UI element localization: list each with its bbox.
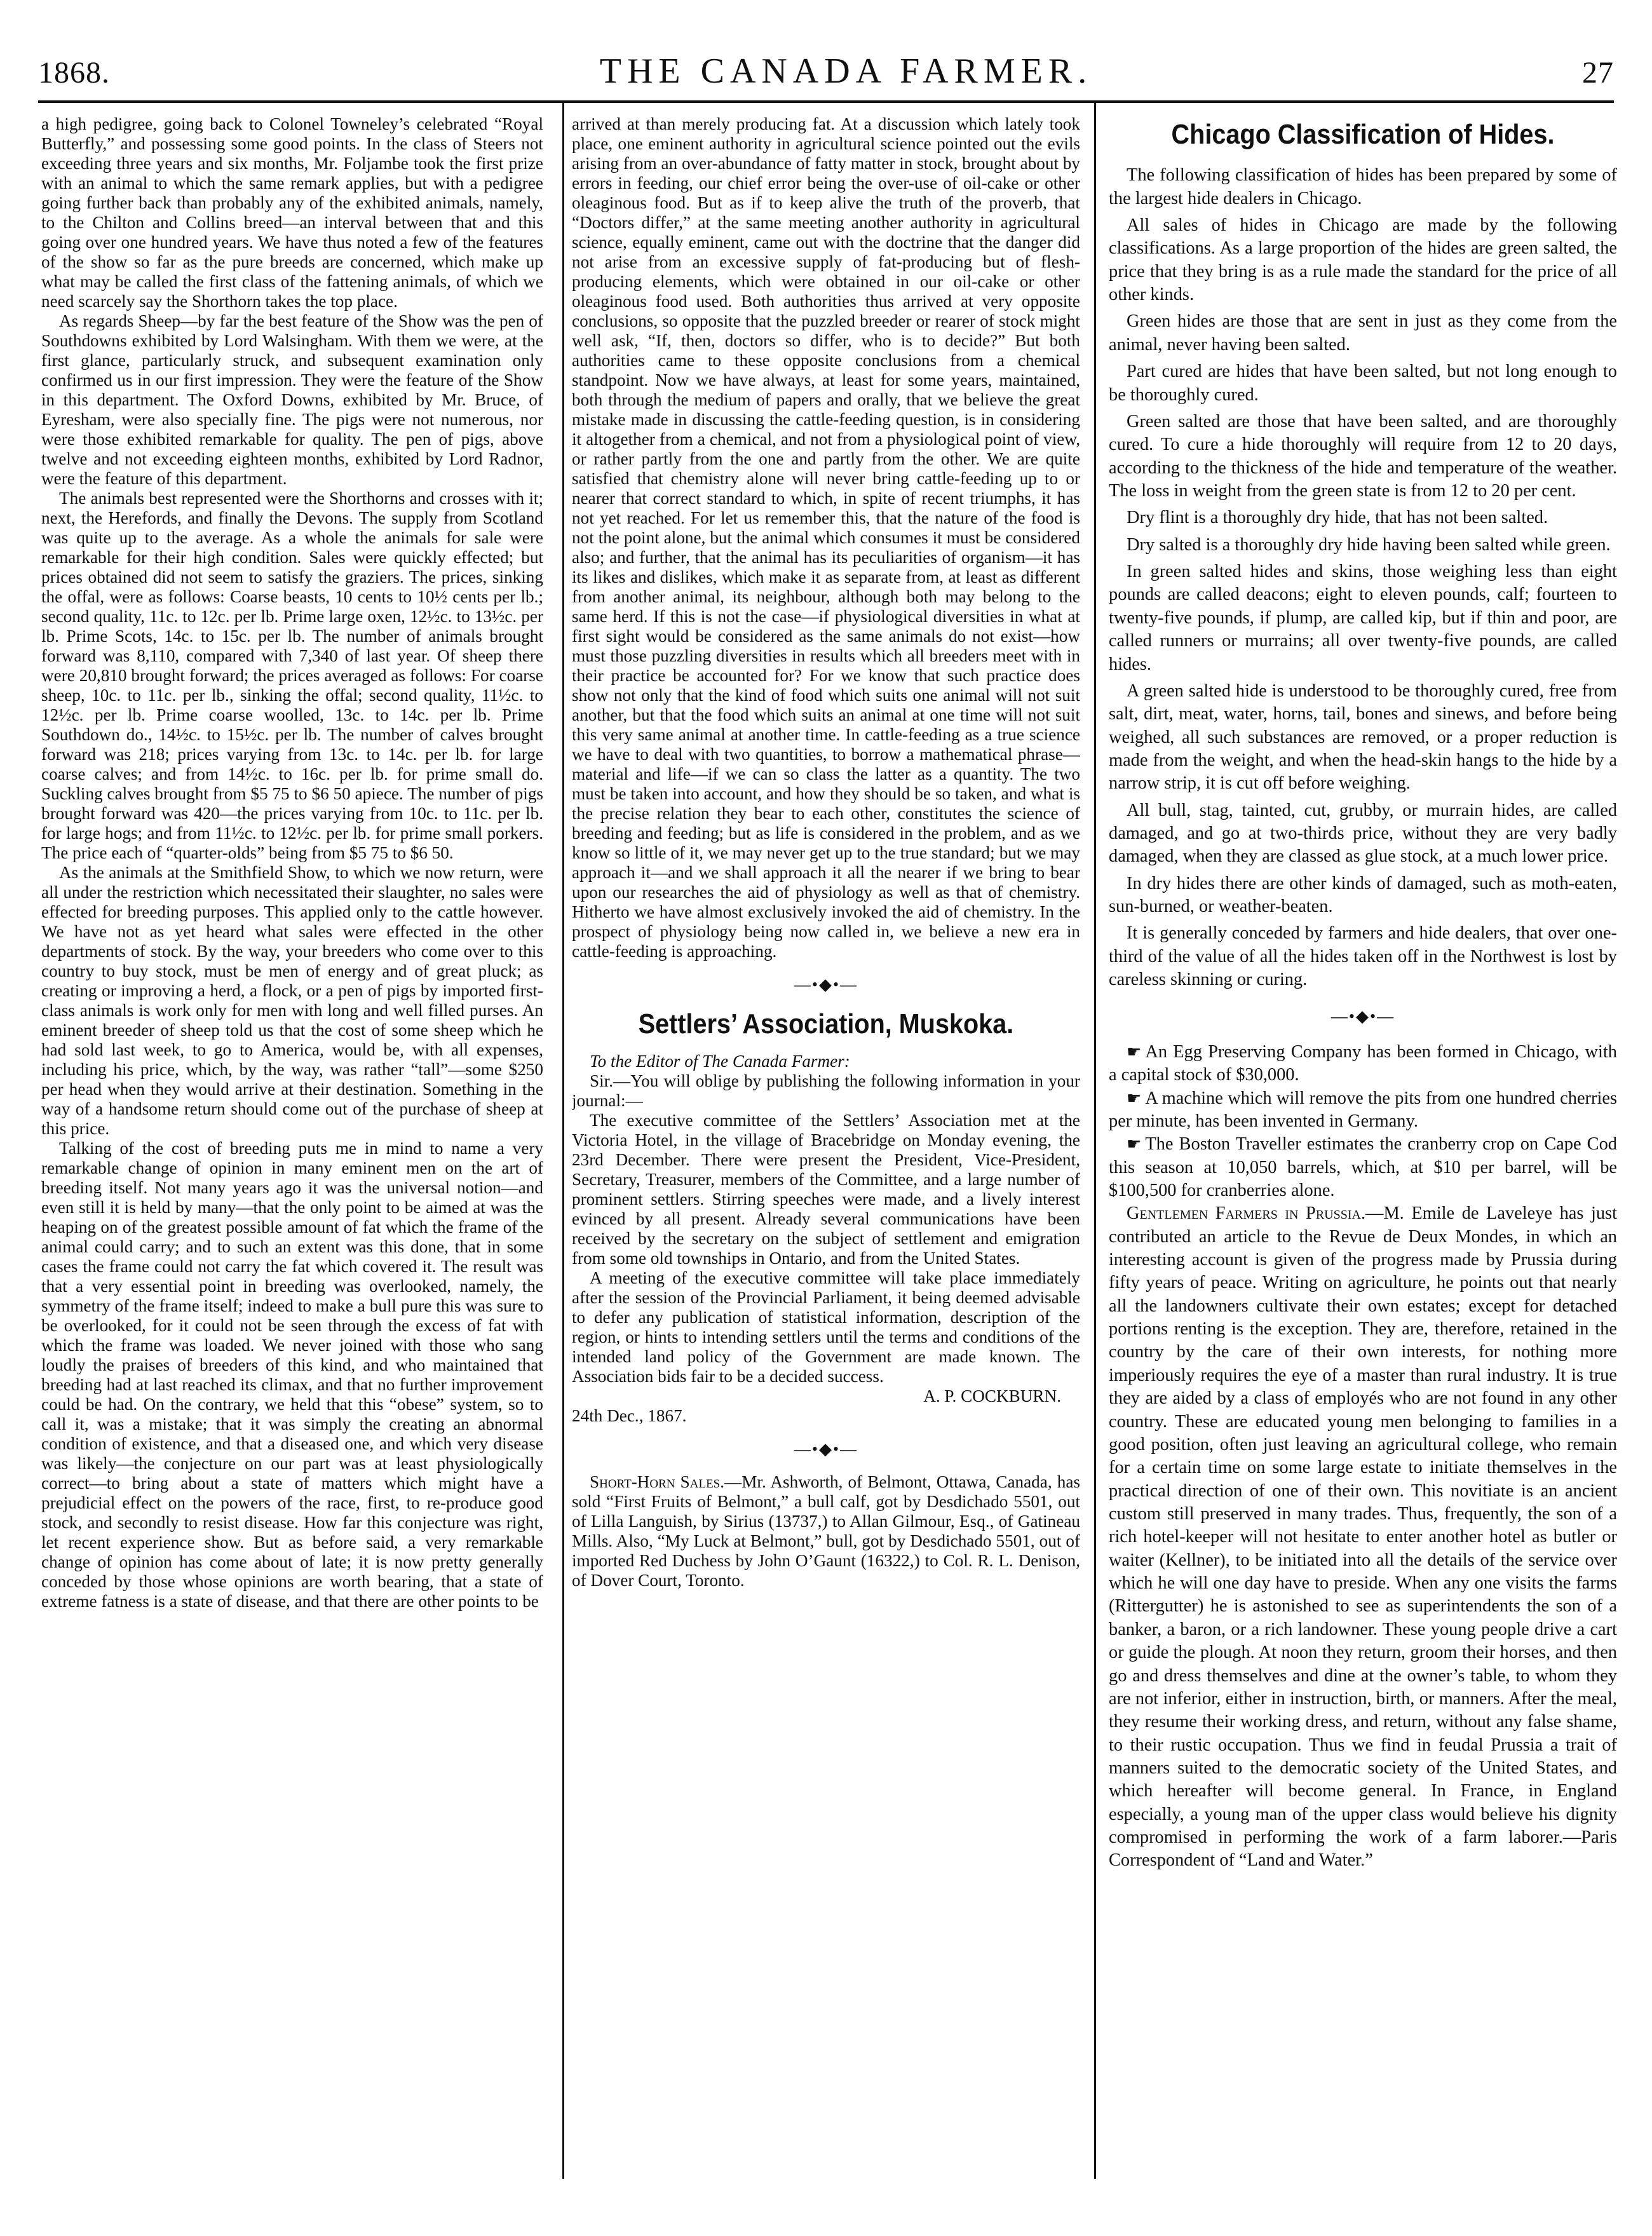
hides-paragraph: It is generally conceded by farmers and hide dealers, that over one-third of the value of all the hides taken off in the Northwest is lost by careless skinning or curing.: [1109, 923, 1617, 990]
masthead-year: 1868.: [38, 56, 110, 90]
masthead: [38, 51, 1614, 102]
hides-paragraph: Green salted are those that have been salted, and are thoroughly cured. To cure a hide thoroughly will require from 12 to 20 days, according to the thickness of the hide and temperature of the weather. The loss in weight from the green state is from 12 to 20 per cent.: [1109, 411, 1617, 501]
news-note: [1109, 1041, 1617, 1087]
hides-paragraph: The following classification of hides has been prepared by some of the largest hide dealers in Chicago.: [1109, 165, 1617, 208]
article-paragraph: Talking of the cost of breeding puts me in mind to name a very remarkable change of opinion in many eminent men on the art of breeding itself. Not many years ago it was the universal notion—and even still it is held by many—that the only point to be aimed at was the heaping on of the greatest possible amount of fat which the frame of the animal could carry; and to such an extent was this done, that in some cases the frame could not carry the fat which covered it. The result was that a very essential point in breeding was overlooked, namely, the symmetry of the frame itself; indeed to make a bull pure this was sure to be overlooked, for it could not be seen through the excess of fat with which the frame was loaded. We never joined with those who sang loudly the praises of breeders of this kind, and who maintained that breeding had at last reached its climax, and that no further improvement could be had. On the contrary, we held that this “obese” system, so to call it, was a mistake; that it was simply the creating an abnormal condition of existence, and that a diseased one, and which very disease was likely—the conjecture on our part was at least physiologically correct—to bring about a state of matters which might have a prejudicial effect on the powers of the race, first, to re-produce good stock, and secondly to resist disease. How far this conjecture was right, let recent experience show. But as before said, a very remarkable change of opinion has come about of late; it is now pretty generally conceded by those whose opinions are worth bearing, that a state of extreme fatness is a state of disease, and that there are other points to be: [41, 1139, 543, 1611]
letter-paragraph: The executive committee of the Settlers’ Association met at the Victoria Hotel, in the village of Bracebridge on Monday evening, the 23rd December. There were present the President, Vice-President, Secretary, Treasurer, members of the Committee, and a large number of prominent settlers. Stirring speeches were made, and a lively interest evinced by all present. Already several communications have been received by the secretary on the subject of settlement and emigration from some old townships in Ontario, and from the United States.: [572, 1110, 1080, 1268]
shorthorn-paragraph: [572, 1472, 1080, 1590]
hides-paragraph: Dry salted is a thoroughly dry hide having been salted while green.: [1127, 534, 1611, 555]
pointing-hand-icon: ☛: [1127, 1088, 1142, 1108]
shorthorn-text: —Mr. Ashworth, of Belmont, Ottawa, Canada, has sold “First Fruits of Belmont,” a bull calf, got by Desdichado 5501, out of Lilla Languish, by Sirius (13737,) to Allan Gilmour, Esq., of Gatineau Mills. Also, “My Luck at Belmont,” bull, got by Desdichado 5501, out of imported Red Duchess by John O’Gaunt (16322,) to Col. R. L. Denison, of Dover Court, Toronto.: [572, 1472, 1080, 1590]
pointing-hand-icon: ☛: [1127, 1135, 1142, 1155]
hides-paragraph: Part cured are hides that have been salted, but not long enough to be thoroughly cured.: [1109, 362, 1617, 405]
letter-paragraph: Sir.—You will oblige by publishing the following information in your journal:—: [572, 1071, 1080, 1110]
column-divider-1: [562, 103, 564, 2179]
section-separator: —•◆•—: [1330, 1006, 1395, 1026]
column-1: [41, 114, 543, 2173]
prussia-paragraph: [1109, 1202, 1617, 1872]
shorthorn-lead: Short-Horn Sales.: [590, 1472, 725, 1492]
article-paragraph: arrived at than merely producing fat. At a discussion which lately took place, one eminent authority in agricultural science pointed out the evils arising from an over-abundance of fatty matter in stock, brought about by errors in feeding, our chief error being the over-use of oil-cake or other oleaginous food. But as if to keep alive the truth of the proverb, that “Doctors differ,” at the same meeting another authority in agricultural science, equally eminent, came out with the doctrine that the danger did not arise from an excessive supply of fat-producing but of flesh-producing elements, which were obtained in our oil-cake or other oleaginous food used. Both authorities thus arrived at very opposite conclusions, so opposite that the puzzled breeder or rearer of stock might well ask, “If, then, doctors so differ, who is to decide?” But both authorities came to these opposite conclusions from a chemical standpoint. Now we have always, at least for some years, maintained, both through the medium of papers and orally, that we believe the great mistake made in discussing the cattle-feeding question, is in considering it altogether from a chemical, and not from a physiological point of view, or rather partly from the one and partly from the other. We are quite satisfied that chemistry alone will never bring cattle-feeding up to or nearer that correct standard to which, in spite of recent triumphs, it has not yet reached. For let us remember this, that the nature of the food is not the point alone, but the animal which consumes it must be considered also; and further, that the animal has its peculiarities of organism—it has its likes and dislikes, which make it as separate from, at least as different from another animal, its neighbour, although both may belong to the same herd. If this is not the case—if physiological diversities in what at first sight would be considered as the same animals do not exist—how must those puzzling diversities in results which all breeders meet with in their practice be accounted for? For we know that such practice does show not only that the kind of food which suits one animal will not suit another, but that the food which suits an animal at one time will not suit this very same animal at another time. In cattle-feeding as a true science we have to deal with two quantities, to borrow a mathematical phrase—material and life—if we can so class the latter as a quantity. The two must be taken into account, and how they should be so taken, and what is the precise relation they bear to each other, constitutes the science of breeding and feeding; but as life is considered in the problem, and as we know so little of it, we may never get up to the true standard; but we may approach it—and we shall approach it all the nearer if we bring to bear upon our researches the aid of physiology as well as that of chemistry. Hitherto we have almost exclusively invoked the aid of chemistry. In the prospect of physiology being now called in, we believe a new era in cattle-feeding is approaching.: [572, 114, 1080, 961]
hides-paragraph: In dry hides there are other kinds of damaged, such as moth-eaten, sun-burned, or weather-beaten.: [1109, 873, 1617, 917]
to-editor-line: To the Editor of The Canada Farmer:: [590, 1051, 850, 1071]
column-divider-2: [1094, 103, 1096, 2179]
hides-paragraph: In green salted hides and skins, those weighing less than eight pounds are called deacons; eight to eleven pounds, calf; fourteen to twenty-five pounds, if plump, are called kip, but if thin and poor, are called runners or murrains; all over twenty-five pounds, are called hides.: [1109, 562, 1617, 674]
prussia-lead: Gentlemen Farmers in Prussia.: [1127, 1203, 1366, 1224]
letter-signature: A. P. COCKBURN.: [923, 1386, 1061, 1406]
column-2: [572, 114, 1080, 2173]
masthead-rule: [38, 100, 1614, 103]
news-note-text: The Boston Traveller estimates the cranberry crop on Cape Cod this season at 10,050 barrels, which, at $10 per barrel, will be $100,500 for cranberries alone.: [1109, 1134, 1617, 1200]
article-paragraph: The animals best represented were the Shorthorns and crosses with it; next, the Herefords, and finally the Devons. The supply from Scotland was quite up to the average. As a whole the animals for sale were remarkable for their high condition. Sales were quickly effected; but prices obtained did not seem to satisfy the graziers. The prices, sinking the offal, were as follows: Coarse beasts, 10 cents to 10½ cents per lb.; second quality, 11c. to 12c. per lb. Prime large oxen, 12½c. to 13½c. per lb. Prime Scots, 14c. to 15c. per lb. The number of animals brought forward was 8,110, compared with 7,340 of last year. Of sheep there were 20,810 brought forward; the prices averaged as follows: For coarse sheep, 10c. to 11c. per lb., sinking the offal; second quality, 11½c. to 12½c. per lb. Prime coarse woolled, 13c. to 14c. per lb. Prime Southdown do., 14½c. to 15½c. per lb. The number of calves brought forward was 218; prices varying from 13c. to 14c. per lb. for large coarse calves; and from 14½c. to 16c. per lb. for prime small do. Suckling calves brought from $5 75 to $6 50 apiece. The number of pigs brought forward was 420—the prices varying from 10c. to 11c. per lb. for large hogs; and from 11½c. to 12½c. per lb. for prime small porkers. The price each of “quarter-olds” being from $5 75 to $6 50.: [41, 489, 543, 862]
hides-paragraph: A green salted hide is understood to be thoroughly cured, free from salt, dirt, meat, water, horns, tail, bones and sinews, and before being weighed, all such substances are removed, or a proper reduction is made from the weight, and when the head-skin hangs to the hide by a narrow strip, it is cut off before weighing.: [1109, 681, 1617, 794]
hides-paragraph: All sales of hides in Chicago are made by the following classifications. As a large proportion of the hides are green salted, the price that they bring is as a rule made the standard for the price of all other kinds.: [1109, 215, 1617, 305]
settlers-heading: Settlers’ Association, Muskoka.: [638, 1008, 1014, 1040]
masthead-page-number: 27: [1582, 56, 1614, 90]
hides-paragraph: Dry flint is a thoroughly dry hide, that has not been salted.: [1127, 508, 1548, 528]
masthead-title: THE CANADA FARMER.: [599, 51, 1093, 91]
article-paragraph: As regards Sheep—by far the best feature of the Show was the pen of Southdowns exhibited by Lord Walsingham. With them we were, at the first glance, particularly struck, and subsequent examination only confirmed us in our first impression. They were the feature of the Show in this department. The Oxford Downs, exhibited by Mr. Bruce, of Eyresham, were also specially fine. The pigs were not numerous, nor were those exhibited remarkable for quality. The pen of pigs, above twelve and not exceeding eighteen months, exhibited by Lord Radnor, were the feature of this department.: [41, 311, 543, 488]
hides-paragraph: Green hides are those that are sent in just as they come from the animal, never having been salted.: [1109, 311, 1617, 355]
pointing-hand-icon: ☛: [1127, 1042, 1142, 1062]
news-note-text: A machine which will remove the pits from one hundred cherries per minute, has been invented in Germany.: [1109, 1088, 1617, 1131]
letter-paragraph: A meeting of the executive committee will take place immediately after the session of the Provincial Parliament, it being deemed advisable to defer any publication of statistical information, description of the region, or hints to intending settlers until the terms and conditions of the intended land policy of the Government are made known. The Association bids fair to be a decided success.: [572, 1268, 1080, 1386]
article-paragraph: a high pedigree, going back to Colonel Towneley’s celebrated “Royal Butterfly,” and possessing some good points. In the class of Steers not exceeding three years and six months, Mr. Foljambe took the first prize with an animal to which the same remark applies, but with a pedigree going further back than probably any of the exhibited animals, namely, to the Chilton and Collins breed—an interval between that and this going over one hundred years. We have thus noted a few of the features of the show so far as the pure breeds are concerned, which make up what may be called the first class of the fattening animals, of which we need scarcely say the Shorthorn takes the top place.: [41, 114, 543, 311]
hides-paragraph: All bull, stag, tainted, cut, grubby, or murrain hides, are called damaged, and go at two-thirds price, without they are very badly damaged, when they are classed as glue stock, at a much lower price.: [1109, 800, 1617, 867]
news-note: [1109, 1087, 1617, 1134]
article-paragraph: As the animals at the Smithfield Show, to which we now return, were all under the restriction which necessitated their slaughter, no sales were effected for breeding purposes. This applied only to the cattle however. We have not as yet heard what sales were effected in the other departments of stock. By the way, your breeders who come over to this country to buy stock, must be men of energy and of great pluck; as creating or improving a herd, a flock, or a pen of pigs by imported first-class animals is work only for men with long and well filled purses. An eminent breeder of sheep told us that the cost of some sheep which he had sold last week, to go to America, would be, with all expenses, including his price, which, by the way, was rather “tall”—some $250 per head when they would arrive at their destination. Something in the way of a handsome return should come out of the purchase of sheep at this price.: [41, 863, 543, 1138]
news-note: [1109, 1133, 1617, 1202]
column-3: [1109, 114, 1617, 2173]
section-separator: —•◆•—: [794, 1439, 858, 1458]
section-separator: —•◆•—: [794, 975, 858, 994]
news-note-text: An Egg Preserving Company has been formed in Chicago, with a capital stock of $30,000.: [1109, 1041, 1617, 1085]
prussia-text: —M. Emile de Laveleye has just contributed an article to the Revue de Deux Mondes, in which an interesting account is given of the progress made by Prussia during fifty years of peace. Writing on agriculture, he points out that nearly all the landowners cultivate their own estates; except for detached portions renting is the exception. They are, therefore, retained in the country by the care of their own interests, for nothing more imperiously requires the eye of a master than rural industry. It is true they are aided by a class of employés who are not found in any other country. These are educated young men belonging to families in a good position, often just leaving an agricultural college, who remain for a certain time on some large estate to initiate themselves in the practical direction of one of their own. This novitiate is an ancient custom still preserved in many trades. Thus, frequently, the son of a rich hotel-keeper will not hesitate to enter another hotel as butler or waiter (Kellner), to be initiated into all the details of the service over which he will one day have to preside. When any one visits the farms (Rittergutter) he is astonished to see as superintendents the son of a banker, a baron, or a rich landowner. These young people drive a cart or guide the plough. At noon they return, groom their horses, and then go and dress themselves and dine at the owner’s table, to whom they are not inferior, either in instruction, birth, or manners. After the meal, they resume their working dress, and return, without any false shame, to their rustic occupation. Thus we find in feudal Prussia a trait of manners suited to the democratic society of the United States, and which hereafter will become general. In France, in England especially, a young man of the upper class would believe his dignity compromised in performing the work of a farm laborer.—Paris Correspondent of “Land and Water.”: [1109, 1203, 1617, 1871]
hides-heading: Chicago Classification of Hides.: [1171, 119, 1555, 150]
letter-date: 24th Dec., 1867.: [572, 1406, 687, 1425]
